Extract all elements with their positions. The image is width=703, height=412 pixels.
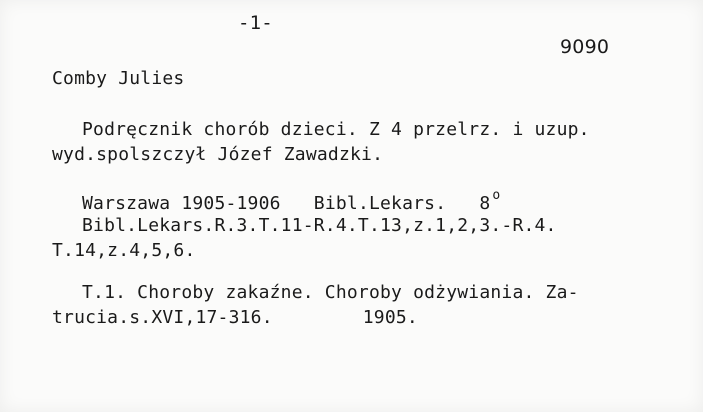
imprint-line (82, 185, 500, 215)
call-number: 9090 (560, 36, 610, 58)
page-number: -1- (238, 12, 273, 34)
imprint-series: Bibl.Lekars. (313, 193, 447, 214)
volume-line-2 (52, 307, 418, 329)
author-name: Comby Julies (52, 68, 185, 89)
volume-year: 1905. (362, 307, 418, 328)
title-line-1: Podręcznik chorób dzieci. Z 4 przelrz. i uzup. (82, 119, 590, 140)
title-line-2: wyd.spolszczył Józef Zawadzki. (52, 144, 384, 165)
volume-pages: trucia.s.XVI,17-316. (52, 307, 273, 328)
volume-line-1: T.1. Choroby zakaźne. Choroby odżywiania. Za- (82, 282, 579, 303)
format-number: 8 (479, 193, 491, 214)
imprint-place-dates: Warszawa 1905-1906 (82, 193, 281, 214)
holdings-line-2: T.14,z.4,5,6. (52, 240, 196, 261)
holdings-line-1: Bibl.Lekars.R.3.T.11-R.4.T.13,z.1,2,3.-R.4. (82, 215, 557, 236)
format-superscript: o (492, 188, 501, 203)
